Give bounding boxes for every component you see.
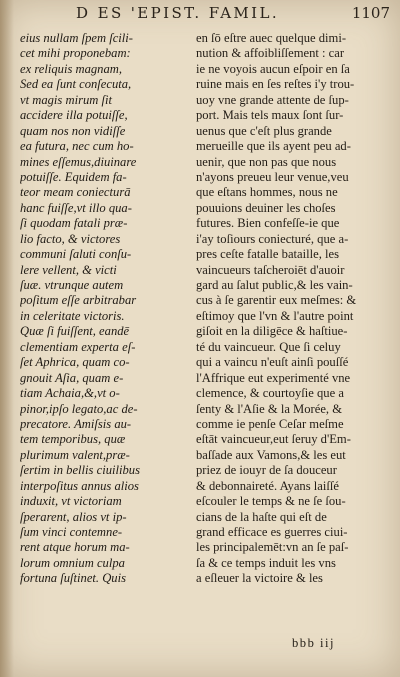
latin-text-column xyxy=(20,31,192,587)
running-title: D ES 'EPIST. FAMIL. xyxy=(76,4,280,22)
latin-text-line: ea futura, nec cum ho- xyxy=(20,139,134,154)
latin-text-line: ſperarent, alios vt ip- xyxy=(20,509,127,524)
latin-text-line: ſet Aphrica, quam co- xyxy=(20,355,130,370)
french-text-line: eſcouler le temps & ne ſe ſou- xyxy=(196,494,346,509)
french-text-line: eſtāt vaincueur,eut ſeruy d'Em- xyxy=(196,432,351,447)
latin-text-line: Sed ea ſunt conſecuta, xyxy=(20,77,132,92)
latin-text-line: gnouit Aſia, quam e- xyxy=(20,370,124,385)
latin-text-line: cet mihi proponebam: xyxy=(20,46,131,61)
french-text-line: n'ayons preueu leur venue,veu xyxy=(196,169,349,184)
french-text-line: futures. Bien confeſſe-ie que xyxy=(196,216,340,231)
latin-text-line: ex reliquis magnam, xyxy=(20,61,123,76)
latin-text-line: teor meam coniecturā xyxy=(20,185,131,200)
french-text-line: baſſade aux Vamons,& les eut xyxy=(196,447,346,462)
french-text-line: giſoit en la diligēce & haſtiue- xyxy=(196,324,348,339)
french-text-line: que eſtans hommes, nous ne xyxy=(196,185,338,200)
latin-text-line: lio facto, & victores xyxy=(20,231,121,246)
latin-text-line: vt magis mirum ſit xyxy=(20,92,113,107)
latin-text-line: tiam Achaia,&,vt o- xyxy=(20,386,120,401)
page-number: 1107 xyxy=(351,4,390,22)
latin-text-line: ſum vinci contemne- xyxy=(20,525,123,539)
latin-text-line: ſuæ. vtrunque autem xyxy=(20,278,124,292)
french-text-line: clemence, & courtoyſie que a xyxy=(196,386,344,401)
french-text-line: port. Mais tels maux ſont ſur- xyxy=(196,108,344,123)
french-text-line: cus à ſe garentir eux meſmes: & xyxy=(196,293,357,308)
latin-text-line: plurimum valent,præ- xyxy=(20,447,130,462)
latin-text-line: clementiam experta eſ- xyxy=(20,339,136,354)
french-text-line: nution & affoibliſſement : car xyxy=(196,46,345,61)
latin-text-line: tem temporibus, quæ xyxy=(20,432,126,447)
latin-text-line: in celeritate victoris. xyxy=(20,308,125,323)
latin-text-line: Quæ ſi fuiſſent, eandē xyxy=(20,324,130,339)
french-text-line: cians de la haſte qui eſt de xyxy=(196,509,327,524)
french-text-line: té du vaincueur. Que ſi celuy xyxy=(196,339,341,354)
latin-text-line: ſertim in bellis ciuilibus xyxy=(20,463,140,478)
latin-text-line: ſi quodam fatali præ- xyxy=(20,216,128,231)
latin-text-line: hanc fuiſſe,vt illo qua- xyxy=(20,200,132,215)
french-text-line: ie ne voyois aucun eſpoir en ſa xyxy=(196,61,350,76)
latin-text-line: eius nullam ſpem ſcili- xyxy=(20,31,133,45)
signature-mark: bbb iij xyxy=(292,636,336,650)
french-text-line: a eſleuer la victoire & les xyxy=(196,571,323,586)
french-text-line: en ſō eſtre auec quelque dimi- xyxy=(196,31,347,45)
latin-text-line: pinor,ipſo legato,ac de- xyxy=(20,401,138,416)
french-text-line: pres ceſte fatalle bataille, les xyxy=(196,247,340,262)
latin-text-line: accidere illa potuiſſe, xyxy=(20,108,128,123)
latin-text-line: lere vellent, & victi xyxy=(20,262,117,277)
french-text-line: grand efficace es guerres ciui- xyxy=(196,525,348,539)
french-text-line: & debonnaireté. Ayans laiſſé xyxy=(196,478,339,493)
french-text-line: eſtimoy que l'vn & l'autre point xyxy=(196,308,354,323)
french-text-line: ſenty & l'Aſie & la Morée, & xyxy=(196,401,343,416)
latin-text-line: poſitum eſſe arbitrabar xyxy=(20,293,137,308)
latin-text-line: interpoſitus annus alios xyxy=(20,478,139,493)
latin-text-line: induxit, vt victoriam xyxy=(20,494,122,509)
french-text-column xyxy=(196,31,394,587)
latin-text-line: rent atque horum ma- xyxy=(20,540,130,555)
french-text-line: l'Affrique eut experimenté vne xyxy=(196,370,351,385)
french-text-line: pouuions deuiner les choſes xyxy=(196,200,336,215)
latin-text-line: fortuna ſuſtinet. Quis xyxy=(20,571,127,586)
french-text-line: ſa & ce temps induit les vns xyxy=(196,555,336,570)
french-text-line: uenus que c'eſt plus grande xyxy=(196,123,332,138)
latin-text-line: mines eſſemus,diuinare xyxy=(20,154,137,169)
french-text-line: merueille que ils ayent peu ad- xyxy=(196,139,351,154)
french-text-line: uoy vne grande attente de ſup- xyxy=(196,92,349,107)
french-text-line: ruine mais en ſes reſtes i'y trou- xyxy=(196,77,355,92)
latin-text-line: lorum omnium culpa xyxy=(20,555,125,570)
french-text-line: vaincueurs taſcheroiēt d'auoir xyxy=(196,262,345,277)
page-header xyxy=(18,4,390,26)
latin-text-line: potuiſſe. Equidem fa- xyxy=(20,169,127,184)
french-text-line: uenir, que non pas que nous xyxy=(196,154,337,169)
french-text-line: comme ie penſe Ceſar meſme xyxy=(196,416,344,431)
french-text-line: les principalemēt:vn an ſe paſ- xyxy=(196,540,349,555)
latin-text-line: quam nos non vidiſſe xyxy=(20,123,126,138)
french-text-line: qui a vaincu n'euſt ainſi pouſſé xyxy=(196,355,349,370)
latin-text-line: precatore. Amiſsis au- xyxy=(20,416,132,431)
french-text-line: i'ay toſiours coniecturé, que a- xyxy=(196,231,349,246)
latin-text-line: communi ſaluti conſu- xyxy=(20,247,132,262)
french-text-line: priez de iouyr de ſa douceur xyxy=(196,463,337,478)
page-gutter xyxy=(0,0,14,677)
french-text-line: gard au ſalut public,& les vain- xyxy=(196,278,353,292)
